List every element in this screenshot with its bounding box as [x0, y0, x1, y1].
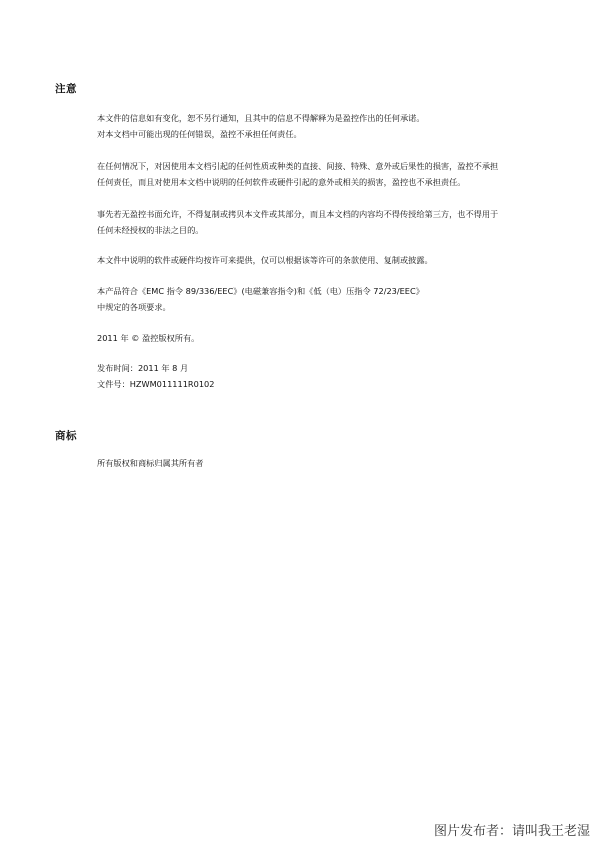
publish-date: 发布时间：2011 年 8 月	[97, 363, 189, 373]
publisher-watermark: 图片发布者：请叫我王老湿	[433, 824, 590, 839]
notice-heading: 注意	[55, 83, 77, 95]
trademark-paragraph: 所有版权和商标归属其所有者	[97, 458, 204, 468]
publication-info	[97, 360, 567, 392]
trademark-heading: 商标	[55, 430, 77, 442]
notice-paragraph-5: 本产品符合《EMC 指令 89/336/EEC》(电磁兼容指令)和《低（电）压指令 72/23/EEC》 中规定的各项要求。	[97, 286, 424, 312]
document-number: 文件号：HZWM011111R0102	[97, 379, 215, 389]
notice-paragraph-1: 本文件的信息如有变化，恕不另行通知，且其中的信息不得解释为是盈控作出的任何承诺。 对本文档中可能出现的任何错误，盈控不承担任何责任。	[97, 113, 425, 139]
copyright-line: 2011 年 © 盈控版权所有。	[97, 333, 200, 343]
notice-paragraph-2: 在任何情况下，对因使用本文档引起的任何性质或种类的直接、间接、特殊、意外或后果性的损害，盈控不承担 任何责任，而且对使用本文档中说明的任何软件或硬件引起的意外或相关的损害，盈控也不承担责任。	[97, 161, 499, 187]
notice-paragraph-4: 本文件中说明的软件或硬件均按许可来提供，仅可以根据该等许可的条款使用、复制或披露。	[97, 255, 433, 265]
notice-paragraph-3: 事先若无盈控书面允许，不得复制或拷贝本文件或其部分，而且本文档的内容均不得传授给第三方，也不得用于 任何未经授权的非法之目的。	[97, 209, 499, 235]
